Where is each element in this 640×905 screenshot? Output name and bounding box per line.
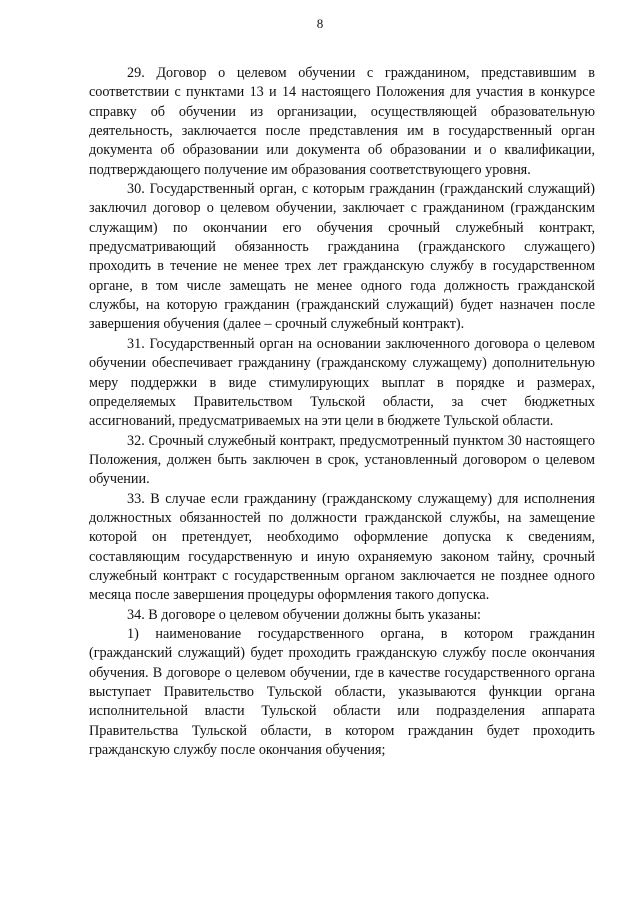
paragraph-29: 29. Договор о целевом обучении с гражданином, представившим в соответствии с пунктами 13 и 14 настоящего Положения для участия в конкурсе справку об обучении из организации, осуществляющей образовательную деятельность, заключается после представления им в государственный орган документа об образовании или документа об образовании и о квалификации, подтверждающего получение им образования соответствующего уровня. — [89, 65, 595, 178]
document-body — [89, 64, 595, 760]
paragraph-33: 33. В случае если гражданину (гражданскому служащему) для исполнения должностных обязанностей по должности гражданской службы, на замещение которой он претендует, необходимо оформление допуска к сведениям, составляющим государственную и иную охраняемую законом тайну, срочный служебный контракт с государственным органом заключается не позднее одного месяца после завершения процедуры оформления такого допуска. — [89, 490, 595, 604]
paragraph-34: 34. В договоре о целевом обучении должны быть указаны: — [127, 606, 481, 623]
paragraph-34-item-1: 1) наименование государственного органа, в котором гражданин (гражданский служащий) будет проходить гражданскую службу после окончания обучения. В договоре о целевом обучении, где в качестве государственного органа выступает Правительство Тульской области, указываются функции органа исполнительной власти Тульской области или подразделения аппарата Правительства Тульской области, в котором гражданин будет проходить гражданскую службу после окончания обучения; — [89, 625, 595, 759]
paragraph-32: 32. Срочный служебный контракт, предусмотренный пунктом 30 настоящего Положения, должен быть заключен в срок, установленный договором о целевом обучении. — [89, 432, 595, 488]
paragraph-30: 30. Государственный орган, с которым гражданин (гражданский служащий) заключил договор о целевом обучении, заключает с гражданином (гражданским служащим) по окончании его обучения срочный служебный контракт, предусматривающий обязанность гражданина (гражданского служащего) проходить в течение не менее трех лет гражданскую службу в государственном органе, в том числе замещать не менее одного года должность гражданской службы, на которую гражданин (гражданский служащий) будет назначен после завершения обучения (далее – срочный служебный контракт). — [89, 181, 595, 333]
paragraph-31: 31. Государственный орган на основании заключенного договора о целевом обучении обеспечивает гражданину (гражданскому служащему) дополнительную меру поддержки в виде стимулирующих выплат в порядке и размерах, определяемых Правительством Тульской области, за счет бюджетных ассигнований, предусматриваемых на эти цели в бюджете Тульской области. — [89, 335, 595, 430]
page-number: 8 — [316, 16, 324, 31]
